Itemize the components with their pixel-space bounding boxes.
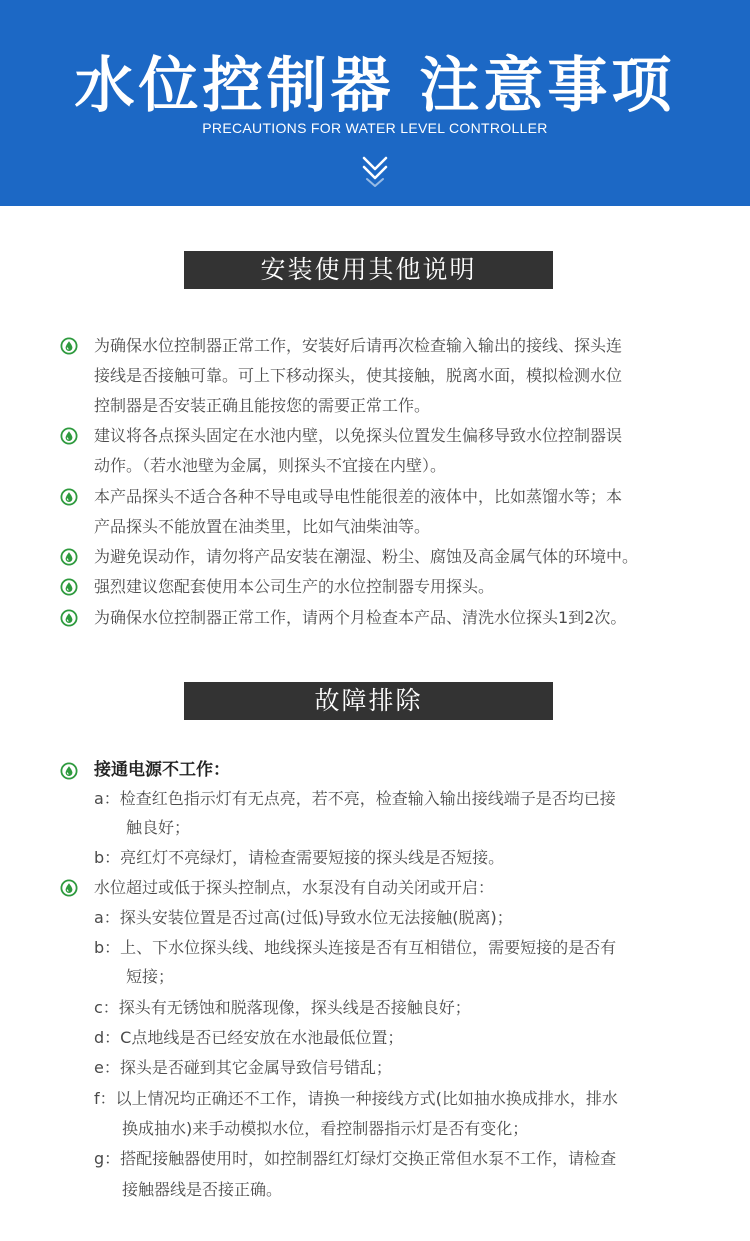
fault-2-b-line-2: 短接； bbox=[126, 967, 175, 986]
water-drop-circle-icon bbox=[60, 488, 78, 506]
water-drop-circle-icon bbox=[60, 337, 78, 355]
page-title: 水位控制器 注意事项 bbox=[74, 51, 676, 121]
fault-2-b-line-1: b：上、下水位探头线、地线探头连接是否有互相错位，需要短接的是否有 bbox=[94, 938, 617, 957]
water-drop-circle-icon bbox=[60, 879, 78, 897]
page-subtitle: PRECAUTIONS FOR WATER LEVEL CONTROLLER bbox=[202, 120, 548, 136]
install-item-4-line-1: 为避免误动作，请勿将产品安装在潮湿、粉尘、腐蚀及高金属气体的环境中。 bbox=[94, 547, 639, 566]
install-item-2-line-2: 动作。（若水池壁为金属，则探头不宜接在内壁）。 bbox=[94, 456, 447, 475]
install-item-3-line-2: 产品探头不能放置在油类里，比如气油柴油等。 bbox=[94, 517, 431, 536]
install-item-1-line-2: 接线是否接触可靠。可上下移动探头，使其接触，脱离水面，模拟检测水位 bbox=[94, 366, 623, 385]
fault-2-g-line-1: g：搭配接触器使用时，如控制器红灯绿灯交换正常但水泵不工作，请检查 bbox=[94, 1149, 617, 1168]
water-drop-circle-icon bbox=[60, 578, 78, 596]
water-drop-circle-icon bbox=[60, 609, 78, 627]
fault-2-d: d：C点地线是否已经安放在水池最低位置； bbox=[94, 1028, 404, 1047]
fault-2-title: 水位超过或低于探头控制点，水泵没有自动关闭或开启： bbox=[94, 878, 495, 897]
section-title-install: 安装使用其他说明 bbox=[184, 251, 553, 289]
fault-2-e: e：探头是否碰到其它金属导致信号错乱； bbox=[94, 1058, 392, 1077]
fault-2-c: c：探头有无锈蚀和脱落现像，探头线是否接触良好； bbox=[94, 998, 471, 1017]
fault-2-f-line-2: 换成抽水)来手动模拟水位，看控制器指示灯是否有变化； bbox=[122, 1119, 529, 1138]
water-drop-circle-icon bbox=[60, 427, 78, 445]
install-item-2-line-1: 建议将各点探头固定在水池内壁，以免探头位置发生偏移导致水位控制器误 bbox=[94, 426, 623, 445]
header-banner bbox=[0, 0, 750, 206]
fault-1-b-line-1: b：亮红灯不亮绿灯，请检查需要短接的探头线是否短接。 bbox=[94, 848, 505, 867]
fault-2-g-line-2: 接触器线是否接正确。 bbox=[122, 1180, 283, 1199]
water-drop-circle-icon bbox=[60, 548, 78, 566]
install-item-5-line-1: 强烈建议您配套使用本公司生产的水位控制器专用探头。 bbox=[94, 577, 495, 596]
section-title-troubleshoot: 故障排除 bbox=[184, 682, 553, 720]
fault-2-a: a：探头安装位置是否过高(过低)导致水位无法接触(脱离)； bbox=[94, 908, 513, 927]
install-item-1-line-1: 为确保水位控制器正常工作，安装好后请再次检查输入输出的接线、探头连 bbox=[94, 336, 623, 355]
install-item-3-line-1: 本产品探头不适合各种不导电或导电性能很差的液体中，比如蒸馏水等；本 bbox=[94, 487, 623, 506]
fault-1-a-line-1: a：检查红色指示灯有无点亮，若不亮，检查输入输出接线端子是否均已接 bbox=[94, 789, 616, 808]
fault-1-title: 接通电源不工作： bbox=[94, 760, 230, 780]
fault-1-a-line-2: 触良好； bbox=[126, 818, 191, 837]
fault-2-f-line-1: f：以上情况均正确还不工作，请换一种接线方式(比如抽水换成排水，排水 bbox=[94, 1089, 618, 1108]
water-drop-circle-icon bbox=[60, 762, 78, 780]
install-item-1-line-3: 控制器是否安装正确且能按您的需要正常工作。 bbox=[94, 396, 431, 415]
install-item-6-line-1: 为确保水位控制器正常工作，请两个月检查本产品、清洗水位探头1到2次。 bbox=[94, 608, 627, 627]
double-chevron-down-icon bbox=[361, 152, 389, 190]
